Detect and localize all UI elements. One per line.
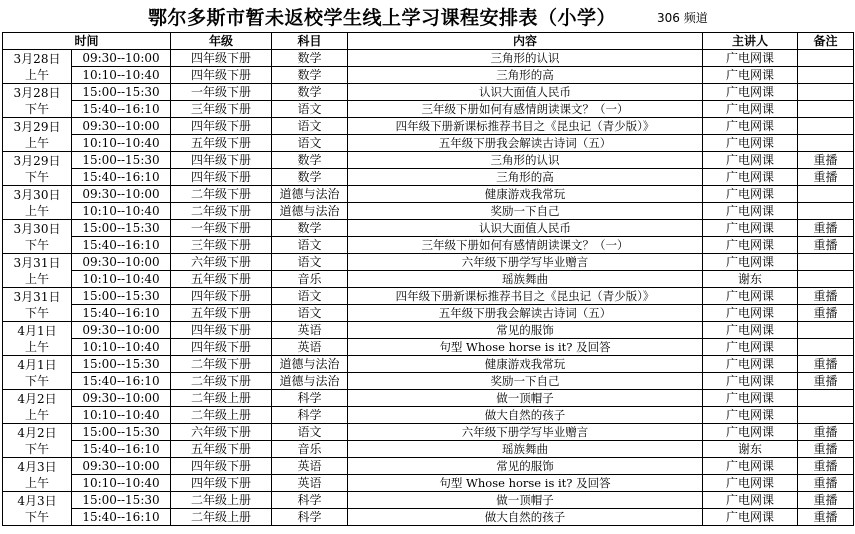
date-label: 4月3日 (17, 459, 57, 474)
date-cell (3, 220, 72, 254)
grade-cell: 二年级上册 (171, 492, 272, 509)
period-label: 下午 (24, 509, 49, 524)
grade-cell: 二年级下册 (171, 356, 272, 373)
teacher-cell: 广电网课 (703, 458, 798, 475)
date-label: 4月2日 (17, 425, 57, 440)
grade-cell: 四年级下册 (171, 67, 272, 84)
teacher-cell: 广电网课 (703, 373, 798, 390)
time-cell: 09:30--10:00 (72, 254, 171, 271)
subject-cell: 科学 (272, 492, 348, 509)
date-cell (3, 118, 72, 152)
date-label: 4月1日 (17, 357, 57, 372)
content-cell: 做一顶帽子 (348, 492, 703, 509)
note-cell: 重播 (798, 441, 854, 458)
subject-cell: 数学 (272, 220, 348, 237)
schedule-table (2, 32, 854, 526)
content-cell: 做一顶帽子 (348, 390, 703, 407)
content-cell: 五年级下册我会解读古诗词（五） (348, 305, 703, 322)
grade-cell: 五年级下册 (171, 271, 272, 288)
teacher-cell: 广电网课 (703, 67, 798, 84)
subject-cell: 数学 (272, 67, 348, 84)
content-cell: 做大自然的孩子 (348, 407, 703, 424)
channel-label: 306 频道 (657, 11, 708, 25)
teacher-cell: 广电网课 (703, 84, 798, 101)
teacher-cell: 广电网课 (703, 186, 798, 203)
teacher-cell: 广电网课 (703, 390, 798, 407)
time-cell: 09:30--10:00 (72, 322, 171, 339)
date-label: 4月1日 (17, 323, 57, 338)
header-grade: 年级 (171, 33, 272, 50)
time-cell: 10:10--10:40 (72, 67, 171, 84)
content-cell: 四年级下册新课标推荐书目之《昆虫记（青少版）》 (348, 288, 703, 305)
period-label: 下午 (24, 169, 49, 184)
table-row (3, 220, 854, 237)
teacher-cell: 广电网课 (703, 50, 798, 67)
teacher-cell: 广电网课 (703, 237, 798, 254)
note-cell (798, 101, 854, 118)
time-cell: 15:00--15:30 (72, 84, 171, 101)
table-row (3, 84, 854, 101)
note-cell (798, 339, 854, 356)
grade-cell: 四年级下册 (171, 288, 272, 305)
table-row (3, 152, 854, 169)
note-cell: 重播 (798, 475, 854, 492)
note-cell: 重播 (798, 356, 854, 373)
grade-cell: 二年级下册 (171, 373, 272, 390)
teacher-cell: 广电网课 (703, 118, 798, 135)
content-cell: 三角形的高 (348, 67, 703, 84)
grade-cell: 六年级下册 (171, 424, 272, 441)
content-cell: 奖励一下自己 (348, 373, 703, 390)
subject-cell: 英语 (272, 475, 348, 492)
teacher-cell: 广电网课 (703, 135, 798, 152)
teacher-cell: 广电网课 (703, 356, 798, 373)
time-cell: 15:00--15:30 (72, 288, 171, 305)
subject-cell: 道德与法治 (272, 356, 348, 373)
grade-cell: 四年级下册 (171, 339, 272, 356)
date-label: 3月29日 (13, 119, 61, 134)
table-row (3, 339, 854, 356)
subject-cell: 语文 (272, 424, 348, 441)
subject-cell: 英语 (272, 322, 348, 339)
note-cell: 重播 (798, 305, 854, 322)
date-cell (3, 50, 72, 84)
time-cell: 10:10--10:40 (72, 339, 171, 356)
note-cell (798, 67, 854, 84)
time-cell: 09:30--10:00 (72, 118, 171, 135)
grade-cell: 四年级下册 (171, 169, 272, 186)
note-cell: 重播 (798, 509, 854, 526)
date-cell (3, 288, 72, 322)
table-row (3, 322, 854, 339)
time-cell: 15:00--15:30 (72, 424, 171, 441)
time-cell: 15:40--16:10 (72, 509, 171, 526)
table-row (3, 458, 854, 475)
note-cell (798, 118, 854, 135)
subject-cell: 音乐 (272, 441, 348, 458)
subject-cell: 道德与法治 (272, 373, 348, 390)
period-label: 上午 (24, 203, 49, 218)
period-label: 上午 (24, 67, 49, 82)
teacher-cell: 广电网课 (703, 492, 798, 509)
content-cell: 四年级下册新课标推荐书目之《昆虫记（青少版）》 (348, 118, 703, 135)
grade-cell: 一年级下册 (171, 84, 272, 101)
content-cell: 三角形的认识 (348, 152, 703, 169)
table-row (3, 441, 854, 458)
table-row (3, 509, 854, 526)
note-cell: 重播 (798, 169, 854, 186)
time-cell: 15:00--15:30 (72, 152, 171, 169)
content-cell: 句型 Whose horse is it? 及回答 (348, 475, 703, 492)
table-row (3, 271, 854, 288)
grade-cell: 四年级下册 (171, 50, 272, 67)
content-cell: 健康游戏我常玩 (348, 186, 703, 203)
time-cell: 15:00--15:30 (72, 220, 171, 237)
time-cell: 15:40--16:10 (72, 169, 171, 186)
content-cell: 三年级下册如何有感情朗读课文？（一） (348, 101, 703, 118)
content-cell: 认识大面值人民币 (348, 220, 703, 237)
time-cell: 15:40--16:10 (72, 305, 171, 322)
table-row (3, 50, 854, 67)
grade-cell: 六年级下册 (171, 254, 272, 271)
grade-cell: 三年级下册 (171, 101, 272, 118)
teacher-cell: 广电网课 (703, 339, 798, 356)
table-row (3, 288, 854, 305)
content-cell: 五年级下册我会解读古诗词（五） (348, 135, 703, 152)
period-label: 上午 (24, 135, 49, 150)
content-cell: 句型 Whose horse is it? 及回答 (348, 339, 703, 356)
date-label: 4月3日 (17, 493, 57, 508)
subject-cell: 语文 (272, 237, 348, 254)
content-cell: 瑶族舞曲 (348, 441, 703, 458)
grade-cell: 二年级上册 (171, 509, 272, 526)
time-cell: 15:40--16:10 (72, 237, 171, 254)
table-row (3, 101, 854, 118)
date-cell (3, 424, 72, 458)
subject-cell: 道德与法治 (272, 203, 348, 220)
time-cell: 15:00--15:30 (72, 356, 171, 373)
subject-cell: 英语 (272, 339, 348, 356)
subject-cell: 语文 (272, 135, 348, 152)
subject-cell: 数学 (272, 50, 348, 67)
subject-cell: 科学 (272, 407, 348, 424)
note-cell (798, 186, 854, 203)
time-cell: 15:00--15:30 (72, 492, 171, 509)
table-row (3, 373, 854, 390)
note-cell: 重播 (798, 288, 854, 305)
table-row (3, 407, 854, 424)
period-label: 下午 (24, 237, 49, 252)
time-cell: 10:10--10:40 (72, 135, 171, 152)
period-label: 上午 (24, 339, 49, 354)
date-label: 3月30日 (13, 187, 61, 202)
date-cell (3, 84, 72, 118)
note-cell: 重播 (798, 373, 854, 390)
subject-cell: 数学 (272, 84, 348, 101)
note-cell: 重播 (798, 492, 854, 509)
date-label: 3月31日 (13, 289, 61, 304)
content-cell: 三角形的认识 (348, 50, 703, 67)
date-label: 3月28日 (13, 85, 61, 100)
table-row (3, 135, 854, 152)
period-label: 下午 (24, 101, 49, 116)
date-label: 3月28日 (13, 51, 61, 66)
note-cell: 重播 (798, 152, 854, 169)
subject-cell: 科学 (272, 509, 348, 526)
note-cell (798, 135, 854, 152)
teacher-cell: 广电网课 (703, 203, 798, 220)
note-cell (798, 254, 854, 271)
note-cell (798, 50, 854, 67)
content-cell: 六年级下册学写毕业赠言 (348, 254, 703, 271)
table-row (3, 186, 854, 203)
period-label: 下午 (24, 373, 49, 388)
note-cell (798, 390, 854, 407)
subject-cell: 音乐 (272, 271, 348, 288)
teacher-cell: 谢东 (703, 441, 798, 458)
content-cell: 三角形的高 (348, 169, 703, 186)
teacher-cell: 广电网课 (703, 169, 798, 186)
time-cell: 09:30--10:00 (72, 186, 171, 203)
teacher-cell: 广电网课 (703, 152, 798, 169)
time-cell: 15:40--16:10 (72, 373, 171, 390)
period-label: 下午 (24, 441, 49, 456)
table-row (3, 67, 854, 84)
table-row (3, 305, 854, 322)
grade-cell: 五年级下册 (171, 305, 272, 322)
teacher-cell: 广电网课 (703, 254, 798, 271)
page-title: 鄂尔多斯市暂未返校学生线上学习课程安排表（小学） (148, 7, 617, 29)
header-row (3, 33, 854, 50)
grade-cell: 四年级下册 (171, 475, 272, 492)
grade-cell: 五年级下册 (171, 135, 272, 152)
grade-cell: 四年级下册 (171, 458, 272, 475)
header-content: 内容 (348, 33, 703, 50)
date-cell (3, 458, 72, 492)
period-label: 上午 (24, 271, 49, 286)
table-row (3, 169, 854, 186)
note-cell (798, 322, 854, 339)
note-cell (798, 203, 854, 220)
teacher-cell: 广电网课 (703, 407, 798, 424)
period-label: 上午 (24, 475, 49, 490)
table-row (3, 390, 854, 407)
date-label: 3月30日 (13, 221, 61, 236)
note-cell: 重播 (798, 424, 854, 441)
date-label: 3月29日 (13, 153, 61, 168)
teacher-cell: 谢东 (703, 271, 798, 288)
content-cell: 瑶族舞曲 (348, 271, 703, 288)
time-cell: 09:30--10:00 (72, 458, 171, 475)
grade-cell: 五年级下册 (171, 441, 272, 458)
time-cell: 15:40--16:10 (72, 101, 171, 118)
date-cell (3, 322, 72, 356)
header-teacher: 主讲人 (703, 33, 798, 50)
teacher-cell: 广电网课 (703, 220, 798, 237)
subject-cell: 数学 (272, 152, 348, 169)
grade-cell: 二年级下册 (171, 186, 272, 203)
grade-cell: 四年级下册 (171, 118, 272, 135)
subject-cell: 语文 (272, 118, 348, 135)
grade-cell: 二年级上册 (171, 407, 272, 424)
time-cell: 10:10--10:40 (72, 475, 171, 492)
period-label: 下午 (24, 305, 49, 320)
teacher-cell: 广电网课 (703, 322, 798, 339)
subject-cell: 语文 (272, 101, 348, 118)
time-cell: 10:10--10:40 (72, 271, 171, 288)
table-row (3, 424, 854, 441)
teacher-cell: 广电网课 (703, 305, 798, 322)
header-subject: 科目 (272, 33, 348, 50)
date-cell (3, 186, 72, 220)
date-cell (3, 356, 72, 390)
note-cell (798, 271, 854, 288)
note-cell: 重播 (798, 237, 854, 254)
content-cell: 三年级下册如何有感情朗读课文？（一） (348, 237, 703, 254)
date-cell (3, 390, 72, 424)
time-cell: 15:40--16:10 (72, 441, 171, 458)
subject-cell: 语文 (272, 305, 348, 322)
content-cell: 做大自然的孩子 (348, 509, 703, 526)
content-cell: 六年级下册学写毕业赠言 (348, 424, 703, 441)
schedule-body (3, 50, 854, 526)
subject-cell: 道德与法治 (272, 186, 348, 203)
subject-cell: 语文 (272, 254, 348, 271)
date-cell (3, 152, 72, 186)
teacher-cell: 广电网课 (703, 509, 798, 526)
note-cell: 重播 (798, 220, 854, 237)
note-cell (798, 407, 854, 424)
grade-cell: 四年级下册 (171, 152, 272, 169)
grade-cell: 二年级下册 (171, 203, 272, 220)
date-label: 4月2日 (17, 391, 57, 406)
teacher-cell: 广电网课 (703, 475, 798, 492)
time-cell: 10:10--10:40 (72, 203, 171, 220)
content-cell: 常见的服饰 (348, 458, 703, 475)
note-cell (798, 84, 854, 101)
teacher-cell: 广电网课 (703, 101, 798, 118)
subject-cell: 英语 (272, 458, 348, 475)
table-row (3, 237, 854, 254)
table-row (3, 118, 854, 135)
teacher-cell: 广电网课 (703, 288, 798, 305)
content-cell: 认识大面值人民币 (348, 84, 703, 101)
table-row (3, 492, 854, 509)
grade-cell: 一年级下册 (171, 220, 272, 237)
time-cell: 10:10--10:40 (72, 407, 171, 424)
subject-cell: 数学 (272, 169, 348, 186)
content-cell: 常见的服饰 (348, 322, 703, 339)
date-label: 3月31日 (13, 255, 61, 270)
header-time: 时间 (3, 33, 171, 50)
grade-cell: 二年级上册 (171, 390, 272, 407)
period-label: 上午 (24, 407, 49, 422)
date-cell (3, 254, 72, 288)
content-cell: 奖励一下自己 (348, 203, 703, 220)
grade-cell: 四年级下册 (171, 322, 272, 339)
subject-cell: 语文 (272, 288, 348, 305)
content-cell: 健康游戏我常玩 (348, 356, 703, 373)
grade-cell: 三年级下册 (171, 237, 272, 254)
table-row (3, 203, 854, 220)
title-row (0, 0, 855, 32)
table-row (3, 254, 854, 271)
teacher-cell: 广电网课 (703, 424, 798, 441)
subject-cell: 科学 (272, 390, 348, 407)
time-cell: 09:30--10:00 (72, 390, 171, 407)
note-cell: 重播 (798, 458, 854, 475)
date-cell (3, 492, 72, 526)
time-cell: 09:30--10:00 (72, 50, 171, 67)
header-note: 备注 (798, 33, 854, 50)
table-row (3, 356, 854, 373)
table-row (3, 475, 854, 492)
